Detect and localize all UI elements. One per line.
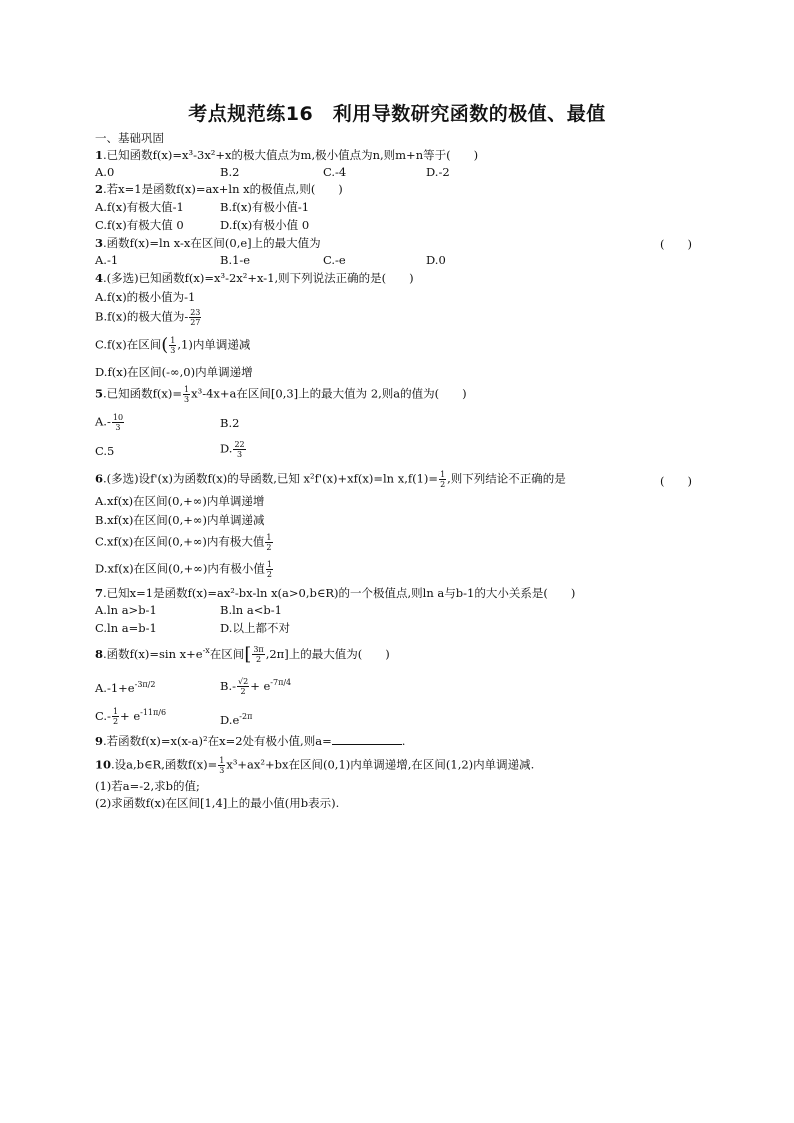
denominator: 3	[219, 766, 225, 775]
left-paren: (	[161, 334, 169, 356]
fraction	[266, 560, 273, 579]
fraction	[218, 756, 225, 775]
option-a	[95, 678, 155, 695]
option-c	[95, 706, 166, 726]
option-d	[220, 440, 247, 459]
numerator: √2	[238, 677, 249, 687]
numerator: 1	[266, 560, 272, 569]
option-b: B.2	[220, 416, 240, 430]
question-7	[95, 586, 575, 600]
answer-paren: ( )	[660, 474, 692, 488]
fraction	[439, 470, 446, 489]
option-a	[95, 413, 125, 432]
denominator: 2	[266, 543, 272, 552]
denominator: 2	[440, 480, 446, 489]
option-text: A.-	[95, 414, 111, 429]
question-text: x³+ax²+bx在区间(0,1)内单调递增,在区间(1,2)内单调递减.	[226, 757, 535, 772]
question-text: .(多选)设f'(x)为函数f(x)的导函数,已知 x²f'(x)+xf(x)=ln x,f(1)=	[103, 471, 439, 486]
option-b: B.xf(x)在区间(0,+∞)内单调递减	[95, 513, 265, 527]
denominator: 2	[112, 717, 119, 727]
option-text: D.e	[220, 712, 240, 727]
option-c	[95, 336, 250, 355]
option-a: A.ln a>b-1	[95, 603, 157, 617]
fraction	[169, 336, 176, 355]
option-a: A.xf(x)在区间(0,+∞)内单调递增	[95, 494, 265, 508]
option-text: B.-	[220, 678, 236, 693]
option-text: C.xf(x)在区间(0,+∞)内有极大值	[95, 534, 265, 549]
question-text: .若函数f(x)=x(x-a)²在x=2处有极小值,则a=	[103, 734, 332, 748]
question-8	[95, 644, 390, 664]
question-text: .已知x=1是函数f(x)=ax²-bx-ln x(a>0,b∈R)的一个极值点,则ln a与b-1的大小关系是( )	[103, 586, 576, 600]
denominator: 3	[115, 423, 121, 432]
question-number: 3	[95, 236, 104, 250]
question-number: 2	[95, 182, 104, 196]
left-bracket: [	[244, 643, 252, 665]
fraction	[189, 308, 201, 327]
question-number: 5	[95, 386, 104, 401]
question-text: .已知函数f(x)=x³-3x²+x的极大值点为m,极小值点为n,则m+n等于( )	[103, 148, 479, 162]
question-5	[95, 385, 467, 404]
question-text: .	[401, 734, 406, 748]
numerator: 23	[190, 308, 201, 317]
option-text: D.xf(x)在区间(0,+∞)内有极小值	[95, 561, 265, 576]
question-number: 7	[95, 586, 104, 600]
question-6	[95, 470, 566, 489]
option-b	[220, 676, 291, 696]
section-heading: 一、基础巩固	[95, 131, 164, 145]
fraction	[252, 645, 264, 664]
option-c: C.-4	[323, 165, 347, 179]
question-number: 9	[95, 734, 104, 748]
question-text: .若x=1是函数f(x)=ax+ln x的极值点,则( )	[103, 182, 343, 196]
question-text: 在区间	[209, 646, 245, 661]
exponent: -2π	[239, 712, 253, 721]
question-9	[95, 734, 405, 748]
numerator: 1	[170, 336, 176, 345]
numerator: 1	[184, 385, 190, 394]
fraction	[112, 707, 119, 726]
option-a: A.-1	[95, 253, 119, 267]
answer-paren: ( )	[660, 237, 692, 251]
numerator: 1	[112, 707, 119, 717]
option-b: B.2	[220, 165, 240, 179]
option-text: ,1)内单调递减	[177, 337, 251, 352]
exponent: -3π/2	[134, 680, 156, 689]
denominator: 27	[190, 318, 201, 327]
option-c: C.-e	[323, 253, 346, 267]
numerator: 1	[440, 470, 446, 479]
option-d	[95, 560, 274, 579]
option-text: + e	[120, 708, 141, 723]
answer-blank[interactable]	[332, 734, 402, 745]
question-text: .设a,b∈R,函数f(x)=	[111, 757, 218, 772]
numerator: 1	[219, 756, 225, 765]
numerator: 3π	[253, 645, 264, 655]
question-number: 4	[95, 271, 104, 285]
option-d: D.0	[426, 253, 446, 267]
question-number: 8	[95, 646, 104, 661]
option-c: C.ln a=b-1	[95, 621, 157, 635]
option-b: B.ln a<b-1	[220, 603, 282, 617]
denominator: 2	[240, 687, 246, 697]
option-text: A.-1+e	[95, 680, 135, 695]
option-c	[95, 533, 274, 552]
option-text: B.f(x)的极大值为-	[95, 309, 189, 324]
option-text: D.	[220, 441, 233, 456]
question-text: x³-4x+a在区间[0,3]上的最大值为 2,则a的值为( )	[191, 386, 467, 401]
option-d: D.-2	[426, 165, 450, 179]
fraction	[233, 440, 245, 459]
denominator: 3	[184, 395, 190, 404]
option-a: A.f(x)有极大值-1	[95, 200, 184, 214]
question-4	[95, 271, 414, 285]
denominator: 3	[170, 346, 176, 355]
fraction	[183, 385, 190, 404]
fraction	[237, 677, 249, 696]
option-text: C.-	[95, 708, 111, 723]
option-c: C.f(x)有极大值 0	[95, 218, 184, 232]
option-text: + e	[250, 678, 271, 693]
numerator: 10	[112, 413, 124, 422]
question-text: .已知函数f(x)=	[103, 386, 183, 401]
question-text: .(多选)已知函数f(x)=x³-2x²+x-1,则下列说法正确的是( )	[103, 271, 414, 285]
exponent: -7π/4	[270, 678, 292, 687]
option-text: C.f(x)在区间	[95, 337, 162, 352]
page-title: 考点规范练16 利用导数研究函数的极值、最值	[188, 103, 606, 125]
question-1	[95, 148, 478, 162]
denominator: 2	[255, 655, 262, 665]
exponent: -11π/6	[140, 708, 167, 717]
question-3	[95, 236, 321, 250]
question-number: 10	[95, 757, 112, 772]
option-d: D.f(x)有极小值 0	[220, 218, 310, 232]
question-text: .函数f(x)=ln x-x在区间(0,e]上的最大值为	[103, 236, 321, 250]
denominator: 2	[266, 570, 272, 579]
question-text: .函数f(x)=sin x+e	[103, 646, 203, 661]
question-text: ,2π]上的最大值为( )	[265, 646, 390, 661]
option-a: A.f(x)的极小值为-1	[95, 290, 196, 304]
option-b	[95, 308, 202, 327]
option-d	[220, 710, 252, 727]
option-d: D.f(x)在区间(-∞,0)内单调递增	[95, 365, 253, 379]
subquestion-2: (2)求函数f(x)在区间[1,4]上的最小值(用b表示).	[95, 796, 340, 810]
fraction	[265, 533, 272, 552]
numerator: 1	[266, 533, 272, 542]
fraction	[112, 413, 124, 432]
subquestion-1: (1)若a=-2,求b的值;	[95, 779, 200, 793]
option-c: C.5	[95, 444, 115, 458]
exponent: -x	[202, 646, 210, 655]
question-number: 6	[95, 471, 104, 486]
denominator: 3	[237, 450, 243, 459]
question-number: 1	[95, 148, 104, 162]
question-2	[95, 182, 343, 196]
option-d: D.以上都不对	[220, 621, 290, 635]
numerator: 22	[234, 440, 245, 449]
question-text: ,则下列结论不正确的是	[447, 471, 566, 486]
option-a: A.0	[95, 165, 115, 179]
option-b: B.f(x)有极小值-1	[220, 200, 310, 214]
option-b: B.1-e	[220, 253, 251, 267]
question-10	[95, 756, 534, 775]
